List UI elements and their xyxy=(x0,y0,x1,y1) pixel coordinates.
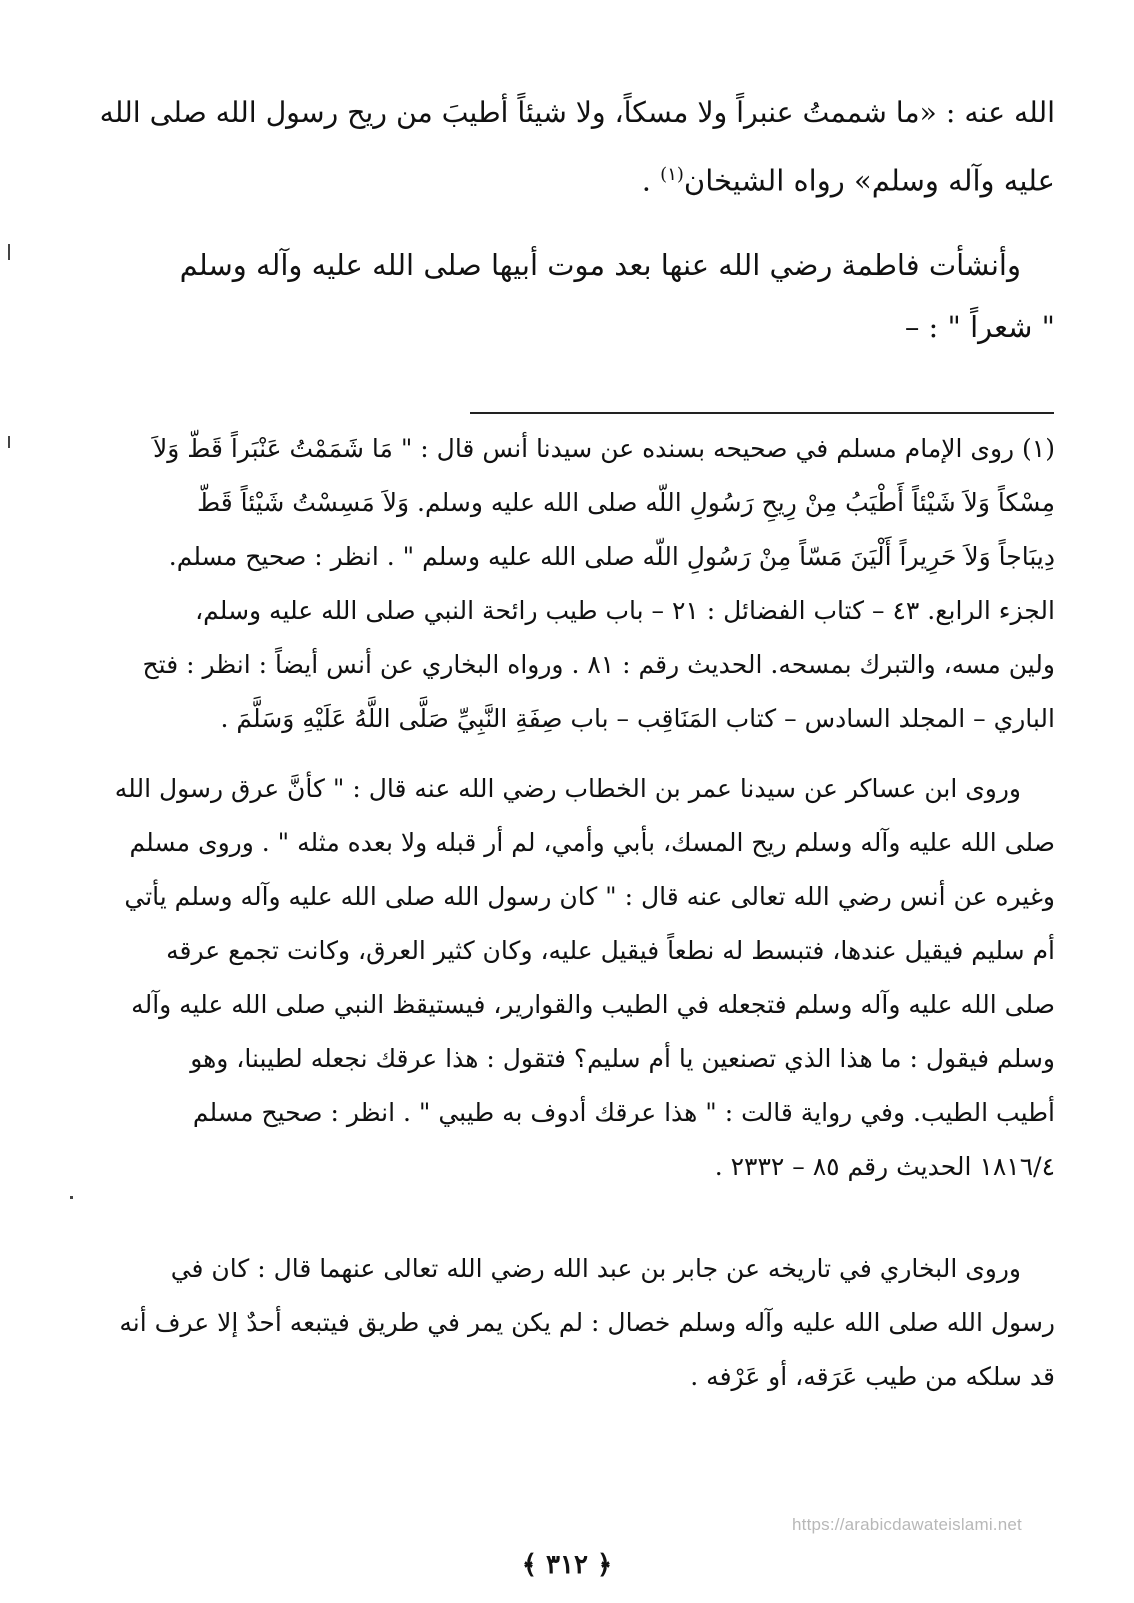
text-line: (١) روى الإمام مسلم في صحيحه بسنده عن سيدنا أنس قال : " مَا شَمَمْتُ عَنْبَراً قَطّ وَلاَ xyxy=(152,434,1055,463)
footnote-2 xyxy=(80,762,1055,1194)
text-line: ولين مسه، والتبرك بمسحه. الحديث رقم : ٨١ . ورواه البخاري عن أنس أيضاً : انظر : فتح xyxy=(142,650,1055,679)
text-line: ١٨١٦/٤ الحديث رقم ٨٥ – ٢٣٣٢ . xyxy=(714,1152,1055,1181)
text-line: وروى ابن عساكر عن سيدنا عمر بن الخطاب رضي الله عنه قال : " كأنَّ عرق رسول الله xyxy=(114,774,1021,803)
text-segment: . xyxy=(641,163,651,198)
watermark-url: https://arabicdawateislami.net xyxy=(792,1515,1022,1534)
text-line: صلى الله عليه وآله وسلم فتجعله في الطيب والقوارير، فيستيقظ النبي صلى الله عليه وآله xyxy=(131,990,1055,1019)
scan-mark xyxy=(70,1196,73,1199)
text-line: الجزء الرابع. ٤٣ – كتاب الفضائل : ٢١ – باب طيب رائحة النبي صلى الله عليه وسلم، xyxy=(195,596,1055,625)
text-line: الباري – المجلد السادس – كتاب المَنَاقِب – باب صِفَةِ النَّبِيِّ صَلَّى اللَّهُ عَلَيْهِ وَسَلَّمَ . xyxy=(220,704,1055,733)
scan-mark xyxy=(8,436,10,448)
text-line: دِيبَاجاً وَلاَ حَرِيراً أَلْيَنَ مَسّاً مِنْ رَسُولِ اللّه صلى الله عليه وسلم " . انظر : صحيح مسلم. xyxy=(168,542,1055,571)
text-line: وسلم فيقول : ما هذا الذي تصنعين يا أم سليم؟ فتقول : هذا عرقك نجعله لطيبنا، وهو xyxy=(190,1044,1055,1073)
page-number: ﴿ ٣١٢ ﴾ xyxy=(521,1550,613,1580)
text-line: رسول الله صلى الله عليه وآله وسلم خصال : لم يكن يمر في طريق فيتبعه أحدٌ إلا عرف أنه xyxy=(119,1308,1055,1337)
footnote-3 xyxy=(80,1242,1055,1404)
text-line: أطيب الطيب. وفي رواية قالت : " هذا عرقك أدوف به طيبي " . انظر : صحيح مسلم xyxy=(192,1098,1055,1127)
text-line: وروى البخاري في تاريخه عن جابر بن عبد الله رضي الله تعالى عنهما قال : كان في xyxy=(170,1254,1021,1283)
text-line: " شعراً " : – xyxy=(904,310,1055,344)
text-segment: عليه وآله وسلم» رواه الشيخان xyxy=(683,163,1055,198)
text-line: صلى الله عليه وآله وسلم ريح المسك، بأبي وأمي، لم أر قبله ولا بعده مثله " . وروى مسلم xyxy=(129,828,1055,857)
text-line: أم سليم فيقيل عندها، فتبسط له نطعاً فيقيل عليه، وكان كثير العرق، وكانت تجمع عرقه xyxy=(166,936,1055,965)
text-line xyxy=(80,144,1055,206)
text-line: قد سلكه من طيب عَرَقه، أو عَرْفه . xyxy=(690,1362,1055,1391)
main-paragraph-2 xyxy=(80,234,1055,358)
main-paragraph-1 xyxy=(80,82,1055,206)
text-line: وغيره عن أنس رضي الله تعالى عنه قال : " كان رسول الله صلى الله عليه وآله وسلم يأتي xyxy=(124,882,1055,911)
text-line: الله عنه : «ما شممتُ عنبراً ولا مسكاً، ولا شيئاً أطيبَ من ريح رسول الله صلى الله xyxy=(99,96,1055,129)
footnote-reference: (١) xyxy=(660,164,684,185)
footnote-1 xyxy=(80,422,1055,746)
text-line: وأنشأت فاطمة رضي الله عنها بعد موت أبيها صلى الله عليه وآله وسلم xyxy=(179,248,1021,282)
text-line: مِسْكاً وَلاَ شَيْئاً أَطْيَبُ مِنْ رِيحِ رَسُولِ اللّه صلى الله عليه وسلم. وَلاَ مَسِسْتُ شَيْئاً قَطّ xyxy=(197,488,1055,517)
footnote-separator xyxy=(470,412,1054,414)
scan-mark xyxy=(8,244,10,260)
